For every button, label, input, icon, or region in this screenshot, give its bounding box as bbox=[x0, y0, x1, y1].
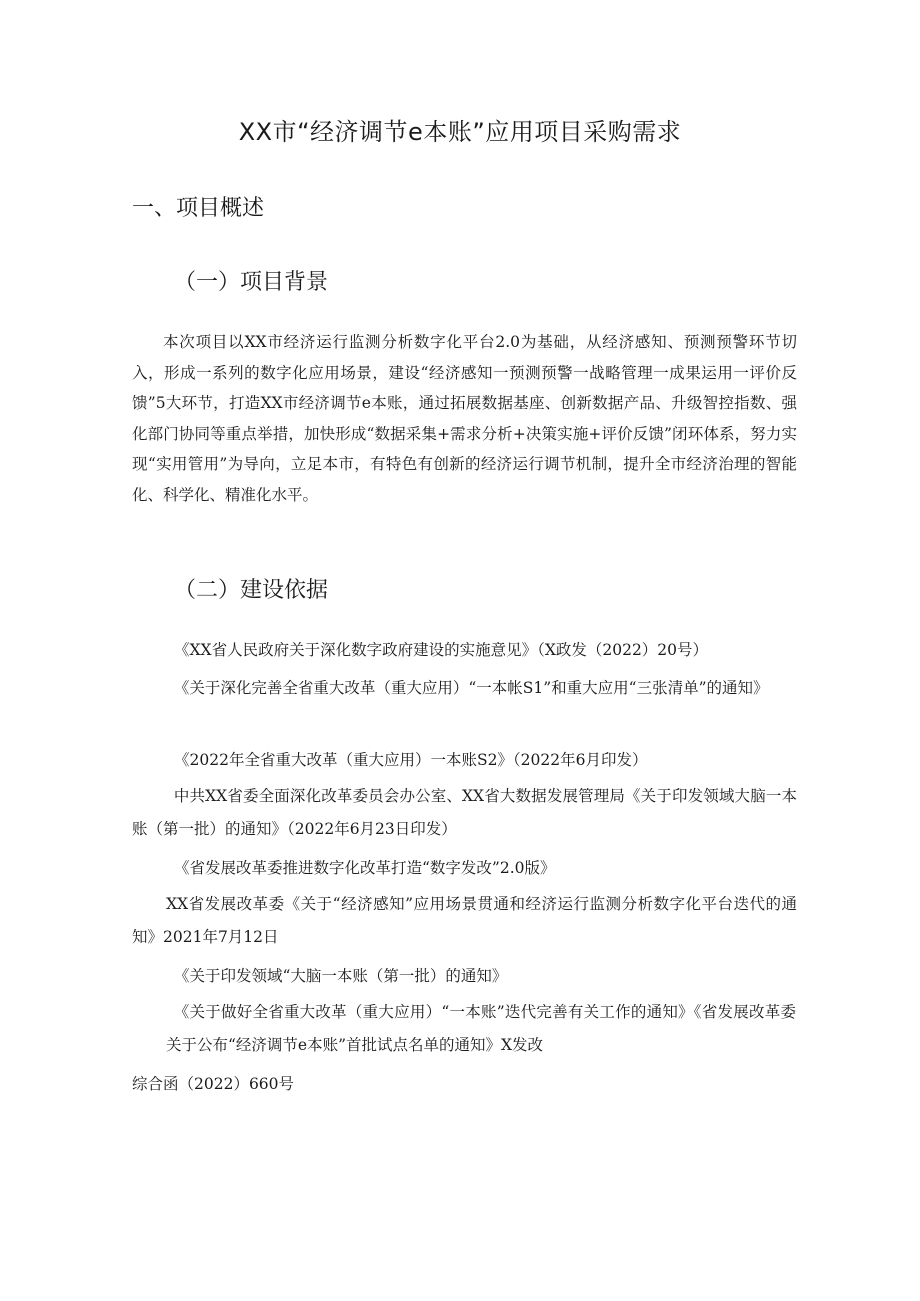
document-title: XX市“经济调节e本账”应用项目采购需求 bbox=[238, 118, 682, 146]
reference-item: XX省发展改革委《关于“经济感知”应用场景贯通和经济运行监测分析数字化平台迭代的通知》2021年7月12日 bbox=[132, 895, 797, 946]
reference-item: 综合函（2022）660号 bbox=[132, 1075, 295, 1093]
subsection-heading-basis: （二）建设依据 bbox=[174, 578, 329, 603]
reference-item: 《省发展改革委推进数字化改革打造“数字发改”2.0版》 bbox=[174, 859, 556, 877]
reference-item: 中共XX省委全面深化改革委员会办公室、XX省大数据发展管理局《关于印发领域大脑一本账（第一批）的通知》（2022年6月23日印发） bbox=[132, 787, 797, 838]
background-paragraph: 本次项目以XX市经济运行监测分析数字化平台2.0为基础，从经济感知、预测预警环节切入，形成一系列的数字化应用场景，建设“经济感知一预测预警一战略管理一成果运用一评价反馈”5大环节，打造XX市经济调节e本账，通过拓展数据基座、创新数据产品、升级智控指数、强化部门协同等重点举措，加快形成“数据采集+需求分析+决策实施+评价反馈”闭环体系，努力实现“实用管用”为导向，立足本市，有特色有创新的经济运行调节机制，提升全市经济治理的智能化、科学化、精准化水平。 bbox=[132, 333, 797, 504]
subsection-heading-background: （一）项目背景 bbox=[174, 270, 329, 295]
section-heading-overview: 一、项目概述 bbox=[132, 196, 265, 221]
reference-item: 《关于做好全省重大改革（重大应用）“一本账”迭代完善有关工作的通知》《省发展改革委关于公布“经济调节e本账”首批试点名单的通知》X发改 bbox=[166, 1003, 796, 1054]
reference-item: 《XX省人民政府关于深化数字政府建设的实施意见》（X政发（2022）20号） bbox=[174, 641, 709, 659]
reference-item: 《关于印发领域“大脑一本账（第一批）的通知》 bbox=[174, 967, 508, 985]
reference-item: 《2022年全省重大改革（重大应用）一本账S2》（2022年6月印发） bbox=[174, 751, 648, 769]
reference-item: 《关于深化完善全省重大改革（重大应用）“一本帐S1”和重大应用“三张清单”的通知》 bbox=[173, 679, 769, 697]
